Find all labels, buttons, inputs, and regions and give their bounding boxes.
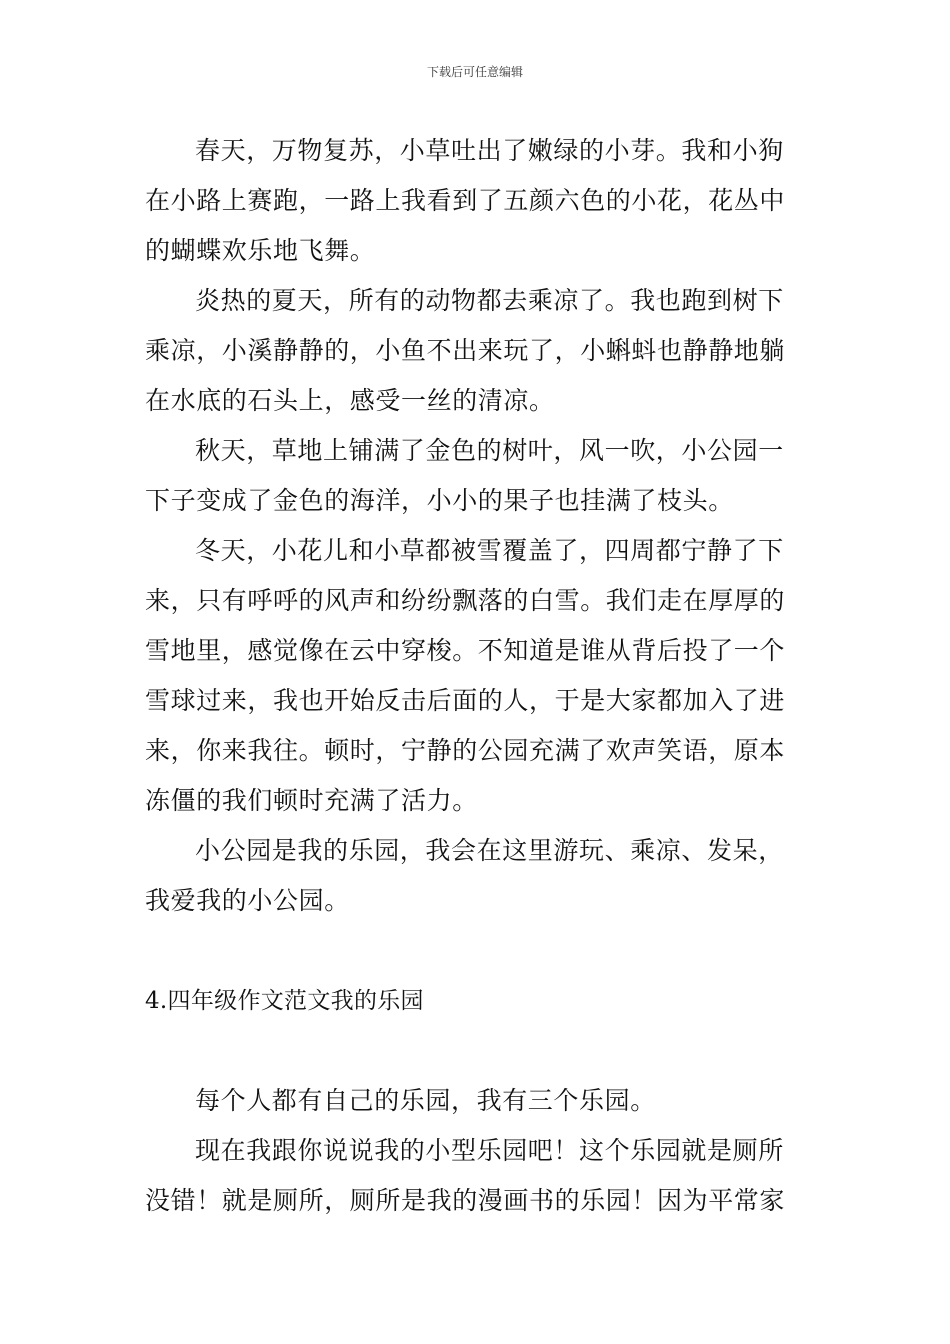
page-header: 下载后可任意编辑 [426, 65, 523, 79]
section-heading: 4.四年级作文范文我的乐园 [145, 988, 424, 1014]
paragraph-toilet: 现在我跟你说说我的小型乐园吧！这个乐园就是厕所没错！就是厕所，厕所是我的漫画书的乐园！因为平常家 [145, 1136, 786, 1215]
paragraph-spring: 春天，万物复苏，小草吐出了嫩绿的小芽。我和小狗在小路上赛跑，一路上我看到了五颜六色的小花，花丛中的蝴蝶欢乐地飞舞。 [145, 136, 786, 265]
paragraph-conclusion: 小公园是我的乐园，我会在这里游玩、乘凉、发呆，我爱我的小公园。 [145, 836, 784, 915]
document-body [145, 126, 809, 1226]
paragraph-winter: 冬天，小花儿和小草都被雪覆盖了，四周都宁静了下来，只有呼呼的风声和纷纷飘落的白雪。我们走在厚厚的雪地里，感觉像在云中穿梭。不知道是谁从背后投了一个雪球过来，我也开始反击后面的人，于是大家都加入了进来，你来我往。顿时，宁静的公园充满了欢声笑语，原本冻僵的我们顿时充满了活力。 [145, 536, 786, 815]
paragraph-summer: 炎热的夏天，所有的动物都去乘凉了。我也跑到树下乘凉，小溪静静的，小鱼不出来玩了，小蝌蚪也静静地躺在水底的石头上，感受一丝的清凉。 [145, 286, 786, 415]
paragraph-intro: 每个人都有自己的乐园，我有三个乐园。 [195, 1086, 656, 1115]
paragraph-autumn: 秋天，草地上铺满了金色的树叶，风一吹，小公园一下子变成了金色的海洋，小小的果子也挂满了枝头。 [145, 436, 784, 515]
